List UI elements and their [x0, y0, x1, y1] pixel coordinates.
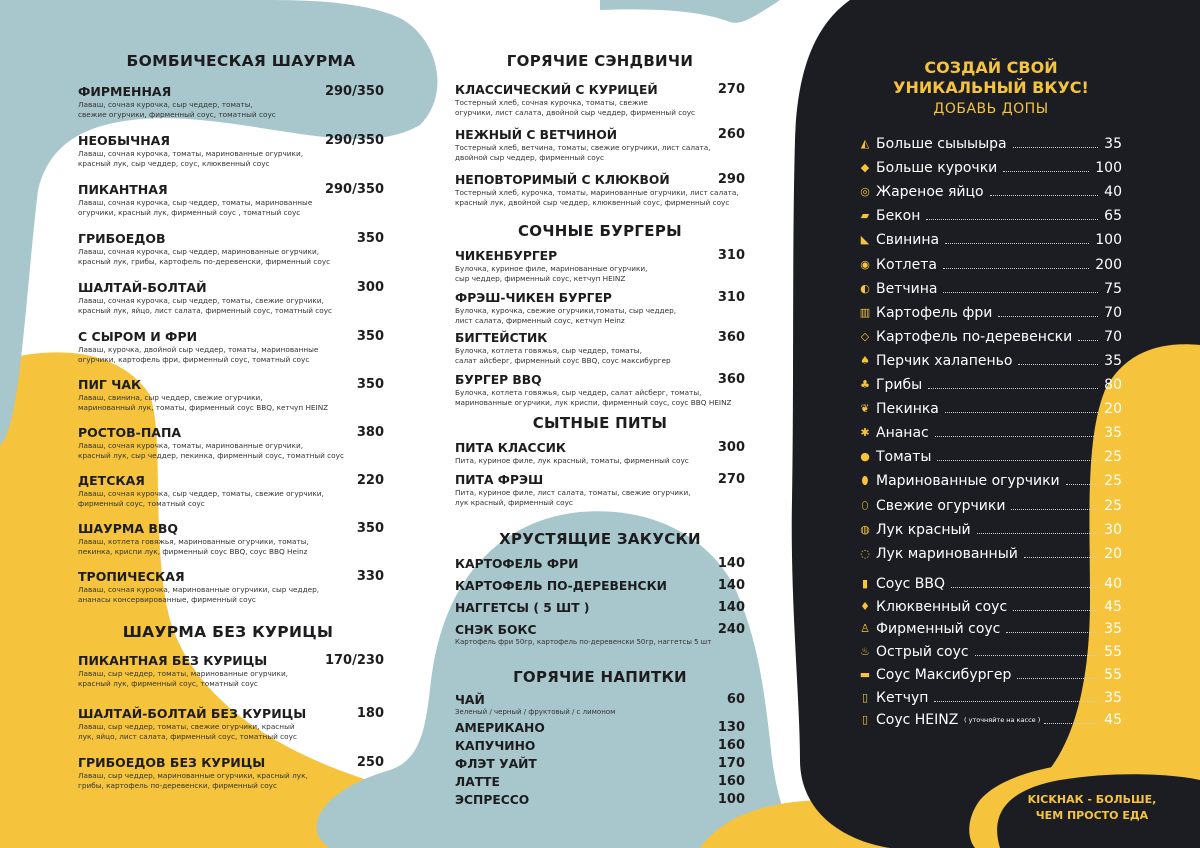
extra-item-name: Свинина	[876, 232, 940, 249]
menu-item	[455, 720, 745, 738]
dot-leader	[1044, 723, 1098, 724]
menu-item-description: салат айсберг, фирменный соус BBQ, соус максибургер	[455, 355, 671, 365]
extra-item-price: 200	[1095, 256, 1122, 273]
menu-item-name: ПИТА КЛАССИК	[455, 441, 566, 455]
extra-item-name: Ветчина	[876, 280, 938, 297]
menu-item	[78, 473, 384, 521]
extra-item-name: Острый соус	[876, 644, 969, 661]
pickled-onion-icon: ◌	[860, 546, 870, 560]
menu-item	[455, 440, 745, 472]
menu-item-name: ФЛЭТ УАЙТ	[455, 757, 537, 771]
menu-item-description: Пита, куриное филе, лист салата, томаты, свежие огурчики,	[455, 488, 691, 497]
menu-item-name: С СЫРОМ И ФРИ	[78, 329, 198, 344]
menu-item-description: огурчики, картофель фри, фирменный соус, томатный соус	[78, 354, 310, 364]
menu-item-name: КАРТОФЕЛЬ ФРИ	[455, 557, 579, 571]
menu-item-description: Лаваш, сочная курочка, сыр чеддер, томаты, свежие огурчики,	[78, 489, 324, 498]
extra-item-name: Маринованные огурчики	[876, 473, 1060, 490]
menu-item-price: 360	[717, 372, 745, 387]
menu-item-name: ЧИКЕНБУРГЕР	[455, 249, 558, 263]
extra-item	[858, 351, 1122, 375]
extra-item	[858, 688, 1122, 712]
menu-item	[455, 290, 745, 330]
menu-item-description: Лаваш, котлета говяжья, маринованные огурчики, томаты,	[78, 537, 309, 546]
hot-sauce-icon: ♨	[860, 645, 870, 659]
menu-item-name: НЕОБЫЧНАЯ	[78, 133, 170, 148]
extra-item	[858, 496, 1122, 520]
menu-item	[455, 472, 745, 520]
menu-item-description: сыр чеддер, фирменный соус, кетчуп HEINZ	[455, 273, 626, 283]
extra-item-price: 25	[1104, 473, 1122, 490]
extra-item-name: Фирменный соус	[876, 621, 1001, 638]
cucumber-icon: ⬯	[861, 498, 869, 512]
heinz-bottle-icon: ▯	[861, 713, 869, 727]
menu-item-description: красный лук, сыр чеддер, соус, клюквенный соус	[78, 158, 270, 168]
menu-item-price: 330	[356, 569, 384, 584]
dot-leader	[1078, 340, 1098, 341]
menu-item-description: красный лук, сыр чеддер, пекинка, фирменный соус, томатный соус	[78, 450, 344, 460]
blue-blob-top	[600, 0, 780, 23]
menu-item	[78, 133, 384, 182]
menu-item-description: Тостерный хлеб, курочка, томаты, маринованные огурчики, лист салата,	[455, 188, 739, 197]
menu-item	[78, 329, 384, 377]
menu-item-description: Булочка, котлета говяжья, сыр чеддер, салат айсберг, томаты,	[455, 388, 702, 397]
extra-item-price: 70	[1104, 328, 1122, 345]
menu-item	[455, 127, 745, 172]
menu-item-name: СНЭК БОКС	[455, 623, 537, 637]
menu-item	[455, 248, 745, 290]
dot-leader	[1003, 171, 1089, 172]
menu-item-description: красный лук, фирменный соус, томатный соус	[78, 678, 258, 688]
dot-leader	[1066, 484, 1098, 485]
extra-item-price: 45	[1104, 712, 1122, 729]
menu-item	[78, 231, 384, 280]
menu-item	[78, 653, 384, 706]
menu-item	[455, 578, 745, 600]
extra-item-name: Лук маринованный	[876, 545, 1018, 562]
extra-item-price: 55	[1104, 644, 1122, 661]
column-middle	[455, 52, 745, 810]
extra-item-name: Лук красный	[876, 521, 971, 538]
menu-item-description: красный лук, двойной сыр чеддер, клюквенный соус, фирменный соус	[455, 197, 730, 207]
no-chicken-list	[78, 653, 384, 803]
menu-item-price: 170	[717, 756, 745, 771]
menu-item-description: грибы, картофель по-деревенски, фирменный соус	[78, 780, 278, 790]
dot-leader	[1018, 364, 1098, 365]
extra-item-price: 35	[1104, 425, 1122, 442]
egg-icon: ◎	[860, 185, 870, 199]
menu-item-price: 380	[356, 425, 384, 440]
extra-item	[858, 255, 1122, 279]
menu-item-description: Лаваш, сочная курочка, сыр чеддер, маринованные огурчики,	[78, 247, 320, 256]
menu-item-name: БИГТЕЙСТИК	[455, 331, 548, 345]
extra-item-price: 35	[1104, 621, 1122, 638]
menu-item-description: Лаваш, сочная курочка, маринованные огурчики, сыр чеддер,	[78, 585, 320, 594]
menu-item-name: ТРОПИЧЕСКАЯ	[78, 569, 185, 584]
section-title-sandwiches: ГОРЯЧИЕ СЭНДВИЧИ	[506, 52, 694, 70]
extra-item-price: 35	[1104, 136, 1122, 152]
section-title-burgers: СОЧНЫЕ БУРГЕРЫ	[518, 222, 682, 240]
menu-item-description: свежие огурчики, фирменный соус, томатный соус	[78, 109, 276, 119]
dot-leader	[934, 701, 1098, 702]
menu-item-description: фирменный соус, томатный соус	[78, 498, 205, 508]
menu-item-description: Лаваш, курочка, двойной сыр чеддер, томаты, маринованные	[78, 345, 319, 354]
menu-item-description: Лаваш, свинина, сыр чеддер, свежие огурчики,	[78, 393, 263, 402]
extra-item-name: Больше курочки	[876, 160, 998, 177]
menu-item	[78, 706, 384, 755]
extra-item	[858, 619, 1122, 643]
extra-item	[858, 303, 1122, 327]
menu-item-description: маринованные огурчики, лук криспи, фирменный соус, соус BBQ HEINZ	[455, 397, 732, 407]
chicken-icon: ◆	[860, 161, 870, 175]
extra-item	[858, 471, 1122, 495]
menu-item-price: 310	[717, 290, 745, 305]
extra-item-name: Томаты	[876, 449, 932, 466]
menu-item	[455, 622, 745, 656]
patty-icon: ◉	[860, 257, 870, 271]
menu-item-description: Лаваш, сочная курочка, томаты, маринованные огурчики,	[78, 149, 304, 158]
menu-item-name: ФИРМЕННАЯ	[78, 84, 172, 99]
extra-item	[858, 375, 1122, 399]
dot-leader	[935, 436, 1098, 437]
column-shawarma	[78, 52, 384, 803]
extra-item-name: Жареное яйцо	[876, 184, 984, 201]
extra-item-name: Свежие огурчики	[876, 497, 1006, 514]
menu-item-price: 350	[356, 377, 384, 392]
extra-item-price: 55	[1104, 666, 1122, 683]
menu-item-name: РОСТОВ-ПАПА	[78, 425, 182, 440]
dot-leader	[1013, 147, 1098, 148]
bacon-icon: ▰	[860, 209, 870, 223]
menu-item-name: КАПУЧИНО	[455, 739, 536, 753]
extras-list	[858, 134, 1124, 574]
extra-item	[858, 574, 1122, 598]
menu-item-name: ПИГ ЧАК	[78, 377, 142, 392]
dot-leader	[926, 219, 1098, 220]
extra-item-name: Больше сыыыыра	[876, 136, 1007, 152]
menu-item-price: 300	[356, 280, 384, 295]
menu-item-description: Тостерный хлеб, сочная курочка, томаты, свежие	[455, 98, 648, 107]
menu-item-name: НАГГЕТСЫ ( 5 ШТ )	[455, 601, 590, 615]
extra-item	[858, 206, 1122, 230]
menu-item-name: ПИКАНТНАЯ БЕЗ КУРИЦЫ	[78, 653, 268, 668]
menu-item-description: ананасы консервированные, фирменный соус	[78, 594, 256, 604]
section-title-pitas: СЫТНЫЕ ПИТЫ	[532, 414, 668, 432]
menu-item	[78, 377, 384, 425]
menu-item-description: Зеленый / черный / фруктовый / с лимоном	[455, 708, 616, 716]
extra-item-price: 40	[1104, 576, 1122, 592]
menu-item-price: 220	[356, 473, 384, 488]
menu-item	[455, 372, 745, 412]
burger-sauce-icon: ▬	[859, 667, 871, 681]
signature-sauce-icon: ♙	[860, 622, 870, 636]
menu-item-description: красный лук, яйцо, лист салата, фирменный соус, томатный соус	[78, 305, 333, 315]
menu-item-name: НЕЖНЫЙ С ВЕТЧИНОЙ	[455, 128, 618, 142]
extra-item	[858, 423, 1122, 447]
menu-item-price: 240	[717, 622, 745, 637]
extra-item-name: Клюквенный соус	[876, 598, 1008, 615]
extra-item	[858, 279, 1122, 303]
extra-item-price: 20	[1104, 545, 1122, 562]
extra-item-note: ( уточняйте на кассе )	[964, 716, 1041, 725]
menu-item-price: 350	[356, 521, 384, 536]
menu-item	[455, 738, 745, 756]
extra-item-price: 25	[1104, 497, 1122, 514]
extra-item	[858, 710, 1122, 734]
menu-item-description: Булочка, курочка, свежие огурчики,томаты, сыр чеддер,	[455, 306, 677, 315]
column-extras	[858, 58, 1124, 734]
menu-item	[455, 82, 745, 127]
menu-item-description: Булочка, котлета говяжья, сыр чеддер, томаты,	[455, 346, 642, 355]
extra-item-price: 100	[1095, 160, 1122, 177]
menu-item-description: пекинка, криспи лук, фирменный соус BBQ, соус BBQ Heinz	[78, 546, 308, 556]
menu-item	[78, 84, 384, 133]
menu-item-price: 180	[356, 706, 384, 721]
snacks-list	[455, 556, 745, 656]
extra-item-price: 40	[1104, 184, 1122, 201]
menu-item-price: 310	[717, 248, 745, 263]
pork-icon: ◣	[860, 233, 870, 247]
dot-leader	[945, 412, 1098, 413]
menu-item-description: Лаваш, сыр чеддер, томаты, свежие огурчики, красный	[78, 722, 295, 731]
extra-item-name: Грибы	[876, 377, 923, 393]
dot-leader	[1011, 509, 1098, 510]
dot-leader	[1017, 678, 1098, 679]
menu-item	[455, 792, 745, 810]
extra-item	[858, 665, 1122, 689]
menu-item-name: ГРИБОЕДОВ	[78, 231, 166, 246]
menu-item	[455, 774, 745, 792]
pitas-list	[455, 440, 745, 520]
menu-item-price: 250	[356, 755, 384, 770]
sauces-list	[858, 574, 1124, 734]
menu-item	[455, 330, 745, 372]
slogan-line2: ЧЕМ ПРОСТО ЕДА	[1035, 809, 1149, 822]
section-title-drinks: ГОРЯЧИЕ НАПИТКИ	[513, 668, 687, 686]
menu-item-name: АМЕРИКАНО	[455, 721, 545, 735]
menu-item-price: 270	[717, 82, 745, 97]
ketchup-icon: ▯	[861, 690, 869, 704]
extra-item-price: 45	[1104, 598, 1122, 615]
extra-item-name: Перчик халапеньо	[876, 352, 1013, 369]
menu-item	[78, 182, 384, 231]
menu-item-price: 290/350	[324, 84, 384, 99]
menu-item-name: ЭСПРЕССО	[455, 793, 530, 807]
pineapple-icon: ✱	[860, 426, 870, 440]
menu-item-description: Лаваш, сыр чеддер, маринованные огурчики, красный лук,	[78, 771, 308, 780]
menu-item	[455, 692, 745, 720]
section-title-no-chicken: ШАУРМА БЕЗ КУРИЦЫ	[122, 623, 334, 641]
drinks-list	[455, 692, 745, 810]
extra-item-price: 70	[1104, 304, 1122, 321]
menu-item	[455, 556, 745, 578]
dot-leader	[937, 460, 1098, 461]
extra-item-name: Соус BBQ	[876, 576, 946, 592]
extra-item	[858, 230, 1122, 254]
extra-item	[858, 158, 1122, 182]
menu-item-price: 290/350	[324, 182, 384, 197]
menu-item-price: 160	[717, 738, 745, 753]
menu-item-description: лук красный, фирменный соус	[455, 497, 573, 507]
extra-item-price: 100	[1095, 232, 1122, 249]
extra-item	[858, 544, 1122, 568]
menu-item-price: 130	[717, 720, 745, 735]
ham-icon: ◐	[860, 281, 870, 295]
extra-item-price: 65	[1104, 208, 1122, 225]
extra-item-price: 30	[1104, 521, 1122, 538]
menu-item-description: Булочка, куриное филе, маринованные огурчики,	[455, 264, 648, 273]
menu-item-name: ПИТА ФРЭШ	[455, 473, 544, 487]
menu-item	[455, 756, 745, 774]
menu-item-price: 290/350	[324, 133, 384, 148]
menu-item	[78, 755, 384, 803]
menu-item-price: 160	[717, 774, 745, 789]
extras-title-line1: СОЗДАЙ СВОЙ	[924, 58, 1058, 77]
menu-item-name: КАРТОФЕЛЬ ПО-ДЕРЕВЕНСКИ	[455, 579, 667, 593]
dot-leader	[945, 243, 1089, 244]
menu-item-price: 140	[717, 556, 745, 571]
menu-item	[78, 569, 384, 617]
menu-item-name: ФРЭШ-ЧИКЕН БУРГЕР	[455, 291, 612, 305]
extra-item	[858, 520, 1122, 544]
extra-item	[858, 597, 1122, 621]
menu-item-price: 100	[717, 792, 745, 807]
extra-item-name: Соус Максибургер	[876, 666, 1012, 683]
menu-item-price: 350	[356, 329, 384, 344]
menu-item-description: Картофель фри 50гр, картофель по-деревенски 50гр, наггетсы 5 шт	[455, 638, 712, 646]
extra-item-name: Соус HEINZ	[876, 712, 959, 729]
menu-item-price: 170/230	[324, 653, 384, 668]
extra-item-price: 80	[1104, 377, 1122, 393]
menu-item-price: 360	[717, 330, 745, 345]
tomato-icon: ●	[860, 450, 870, 464]
menu-item-name: НЕПОВТОРИМЫЙ С КЛЮКВОЙ	[455, 173, 670, 187]
menu-item-price: 270	[717, 472, 745, 487]
menu-item-description: Лаваш, сыр чеддер, томаты, маринованные огурчики,	[78, 669, 289, 678]
menu-item-price: 290	[717, 172, 745, 187]
menu-item-description: Лаваш, сочная курочка, сыр чеддер, томаты, маринованные	[78, 198, 313, 207]
menu-item-description: огурчики, красный лук, фирменный соус , томатный соус	[78, 207, 301, 217]
potato-icon: ◇	[860, 329, 870, 343]
extra-item-price: 25	[1104, 449, 1122, 466]
dot-leader	[943, 292, 1098, 293]
menu-item-description: лук, яйцо, лист салата, фирменный соус, томатный соус	[78, 731, 297, 741]
menu-item-price: 350	[356, 231, 384, 246]
menu-item-name: БУРГЕР BBQ	[455, 373, 542, 387]
extras-subtitle: ДОБАВЬ ДОПЫ	[933, 101, 1049, 117]
menu-item-description: огурчики, лист салата, двойной сыр чеддер, фирменный соус	[455, 107, 696, 117]
pepper-icon: ♠	[860, 353, 870, 367]
pickle-icon: ⬮	[861, 474, 869, 488]
menu-item-name: ШАЛТАЙ-БОЛТАЙ БЕЗ КУРИЦЫ	[78, 706, 307, 721]
menu-item-price: 60	[726, 692, 745, 707]
dot-leader	[977, 533, 1098, 534]
fries-icon: ▥	[859, 305, 871, 319]
extra-item	[858, 642, 1122, 666]
extra-item	[858, 327, 1122, 351]
extra-item	[858, 447, 1122, 471]
menu-item-price: 140	[717, 600, 745, 615]
menu-item-description: Пита, куриное филе, лук красный, томаты, фирменный соус	[455, 456, 689, 465]
menu-item	[78, 425, 384, 473]
section-title-shawarma: БОМБИЧЕСКАЯ ШАУРМА	[126, 52, 356, 70]
menu-item	[455, 172, 745, 216]
extras-title-line2: УНИКАЛЬНЫЙ ВКУС!	[893, 78, 1089, 97]
menu-item-name: ГРИБОЕДОВ БЕЗ КУРИЦЫ	[78, 755, 266, 770]
onion-icon: ◍	[860, 522, 870, 536]
extra-item-price: 35	[1104, 352, 1122, 369]
extra-item-name: Кетчуп	[876, 689, 929, 706]
dot-leader	[1024, 557, 1098, 558]
menu-item-price: 300	[717, 440, 745, 455]
extra-item	[858, 399, 1122, 423]
menu-item-description: Лаваш, сочная курочка, томаты, маринованные огурчики,	[78, 441, 304, 450]
extra-item-price: 35	[1104, 689, 1122, 706]
extra-item	[858, 134, 1122, 158]
menu-item-description: двойной сыр чеддер, фирменный соус	[455, 152, 605, 162]
menu-item-description: Лаваш, сочная курочка, сыр чеддер, томаты, свежие огурчики,	[78, 296, 324, 305]
menu-item-name: ЛАТТЕ	[455, 775, 500, 789]
extra-item-name: Картофель по-деревенски	[876, 328, 1073, 345]
extra-item-price: 75	[1104, 280, 1122, 297]
menu-item-name: ЧАЙ	[455, 693, 485, 707]
menu-item-name: ШАУРМА BBQ	[78, 521, 179, 536]
dot-leader	[1006, 632, 1098, 633]
menu-item-description: маринованный лук, томаты, фирменный соус BBQ, кетчуп HEINZ	[78, 402, 329, 412]
menu-item	[78, 280, 384, 329]
menu-item-price: 260	[717, 127, 745, 142]
slogan	[1012, 792, 1172, 824]
extra-item-name: Ананас	[876, 425, 929, 442]
dot-leader	[975, 655, 1098, 656]
dot-leader	[990, 195, 1098, 196]
slogan-line1: KICKНАК - БОЛЬШЕ,	[1027, 793, 1157, 806]
menu-item-name: ПИКАНТНАЯ	[78, 182, 168, 197]
extra-item	[858, 182, 1122, 206]
menu-item-price: 140	[717, 578, 745, 593]
shawarma-list	[78, 84, 384, 617]
dot-leader	[998, 316, 1098, 317]
menu-item-name: ДЕТСКАЯ	[78, 473, 145, 488]
dot-leader	[1013, 610, 1098, 611]
extra-item-price: 20	[1104, 401, 1122, 418]
cheese-icon: ◭	[860, 137, 870, 150]
menu-item-name: КЛАССИЧЕСКИЙ С КУРИЦЕЙ	[455, 83, 658, 97]
section-title-snacks: ХРУСТЯЩИЕ ЗАКУСКИ	[499, 530, 701, 548]
extra-item-name: Картофель фри	[876, 304, 993, 321]
menu-item	[78, 521, 384, 569]
cranberry-icon: ♦	[860, 599, 870, 613]
extra-item-name: Бекон	[876, 208, 921, 225]
dot-leader	[951, 587, 1098, 588]
menu-item	[455, 600, 745, 622]
menu-item-description: лист салата, фирменный соус, кетчуп Heinz	[455, 315, 625, 325]
mushroom-icon: ♣	[860, 378, 870, 391]
menu-item-description: Лаваш, сочная курочка, сыр чеддер, томаты,	[78, 100, 253, 109]
extra-item-name: Пекинка	[876, 401, 939, 418]
dot-leader	[928, 388, 1098, 389]
menu-item-name: ШАЛТАЙ-БОЛТАЙ	[78, 280, 207, 295]
cabbage-icon: ❦	[860, 402, 870, 416]
sandwiches-list	[455, 82, 745, 216]
burgers-list	[455, 248, 745, 412]
menu-item-description: красный лук, грибы, картофель по-деревенски, фирменный соус	[78, 256, 331, 266]
menu-item-description: Тостерный хлеб, ветчина, томаты, свежие огурчики, лист салата,	[455, 143, 711, 152]
extra-item-name: Котлета	[876, 256, 937, 273]
sauce-bottle-icon: ▮	[861, 577, 869, 590]
dot-leader	[943, 268, 1089, 269]
